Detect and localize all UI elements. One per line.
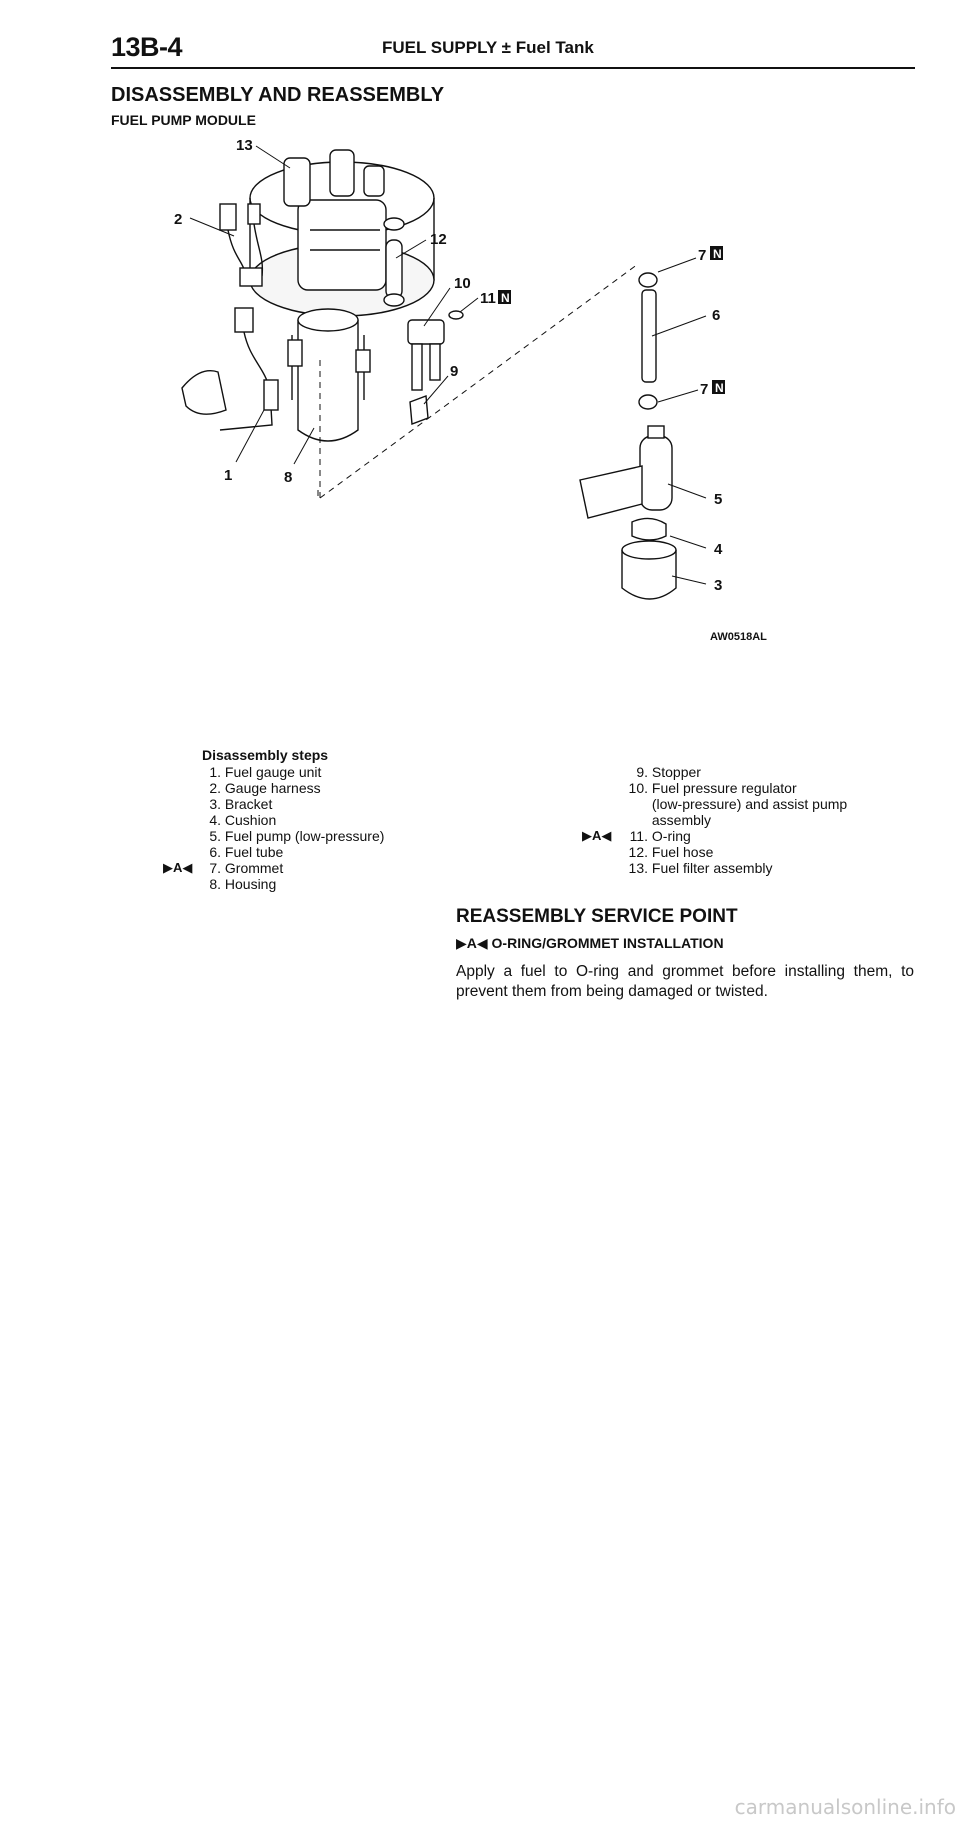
step-11: 11. O-ring [629,828,691,844]
badge-n-7-top: N [713,247,722,261]
step-8: 8. Housing [209,876,277,892]
main-heading: DISASSEMBLY AND REASSEMBLY [111,84,445,106]
step-10: 10. Fuel pressure regulator [628,780,797,796]
fuel-pump-module-diagram [174,137,880,740]
service-point-mark-step-7: ▶A◀ [163,860,193,875]
callout-2: 2 [174,211,183,228]
disassembly-steps-heading: Disassembly steps [202,747,329,763]
service-point-mark: ▶A◀ [456,935,488,951]
step-6: 6. Fuel tube [209,844,284,860]
section-code: 13B-4 [111,32,183,62]
step-2: 2. Gauge harness [209,780,321,796]
callout-5: 5 [714,491,723,508]
fuel-pump-drawing [580,426,672,518]
housing-drawing [288,309,370,441]
step-13: 13. Fuel filter assembly [628,860,773,876]
figure-code: AW0518AL [710,631,767,643]
header-divider [111,67,915,69]
callout-4: 4 [714,541,723,558]
gauge-harness-drawing [220,204,262,286]
callout-6: 6 [712,307,721,324]
callout-7-bottom: 7 [700,381,709,398]
service-point-mark-step-11: ▶A◀ [582,828,612,843]
callout-7-top: 7 [698,247,707,264]
fuel-tube-drawing [639,273,657,409]
new-part-badges [498,246,725,395]
badge-n-7-bottom: N [715,381,724,395]
callout-13: 13 [236,137,253,154]
oring-grommet-installation-heading: ▶A◀ O-RING/GROMMET INSTALLATION [456,935,724,951]
fuel-filter-assembly-drawing [250,150,434,316]
callout-11: 11 [480,290,496,307]
step-1: 1. Fuel gauge unit [209,764,322,780]
step-9: 9. Stopper [636,764,701,780]
stopper-drawing [410,396,428,424]
cushion-bracket-drawing [622,518,676,599]
step-3: 3. Bracket [209,796,273,812]
callout-9: 9 [450,363,459,380]
callout-3: 3 [714,577,723,594]
callout-12: 12 [430,231,447,248]
watermark: carmanualsonline.info [734,1795,956,1819]
step-4: 4. Cushion [209,812,277,828]
step-12: 12. Fuel hose [628,844,714,860]
callout-1: 1 [224,467,233,484]
step-7: 7. Grommet [209,860,284,876]
callout-10: 10 [454,275,471,292]
sub-heading: FUEL PUMP MODULE [111,112,256,128]
fuel-hose-drawing [384,218,404,306]
callout-8: 8 [284,469,293,486]
step-5: 5. Fuel pump (low-pressure) [209,828,385,844]
page-header-title: FUEL SUPPLY ± Fuel Tank [382,38,594,57]
badge-n-11: N [501,291,510,305]
step-10-cont-2: assembly [651,812,712,828]
reassembly-instruction-text: Apply a fuel to O-ring and grommet before installing them, to prevent them from being damaged or twisted. [456,963,914,1000]
step-10-cont-1: (low-pressure) and assist pump [651,796,848,812]
reassembly-service-point-heading: REASSEMBLY SERVICE POINT [456,906,738,927]
